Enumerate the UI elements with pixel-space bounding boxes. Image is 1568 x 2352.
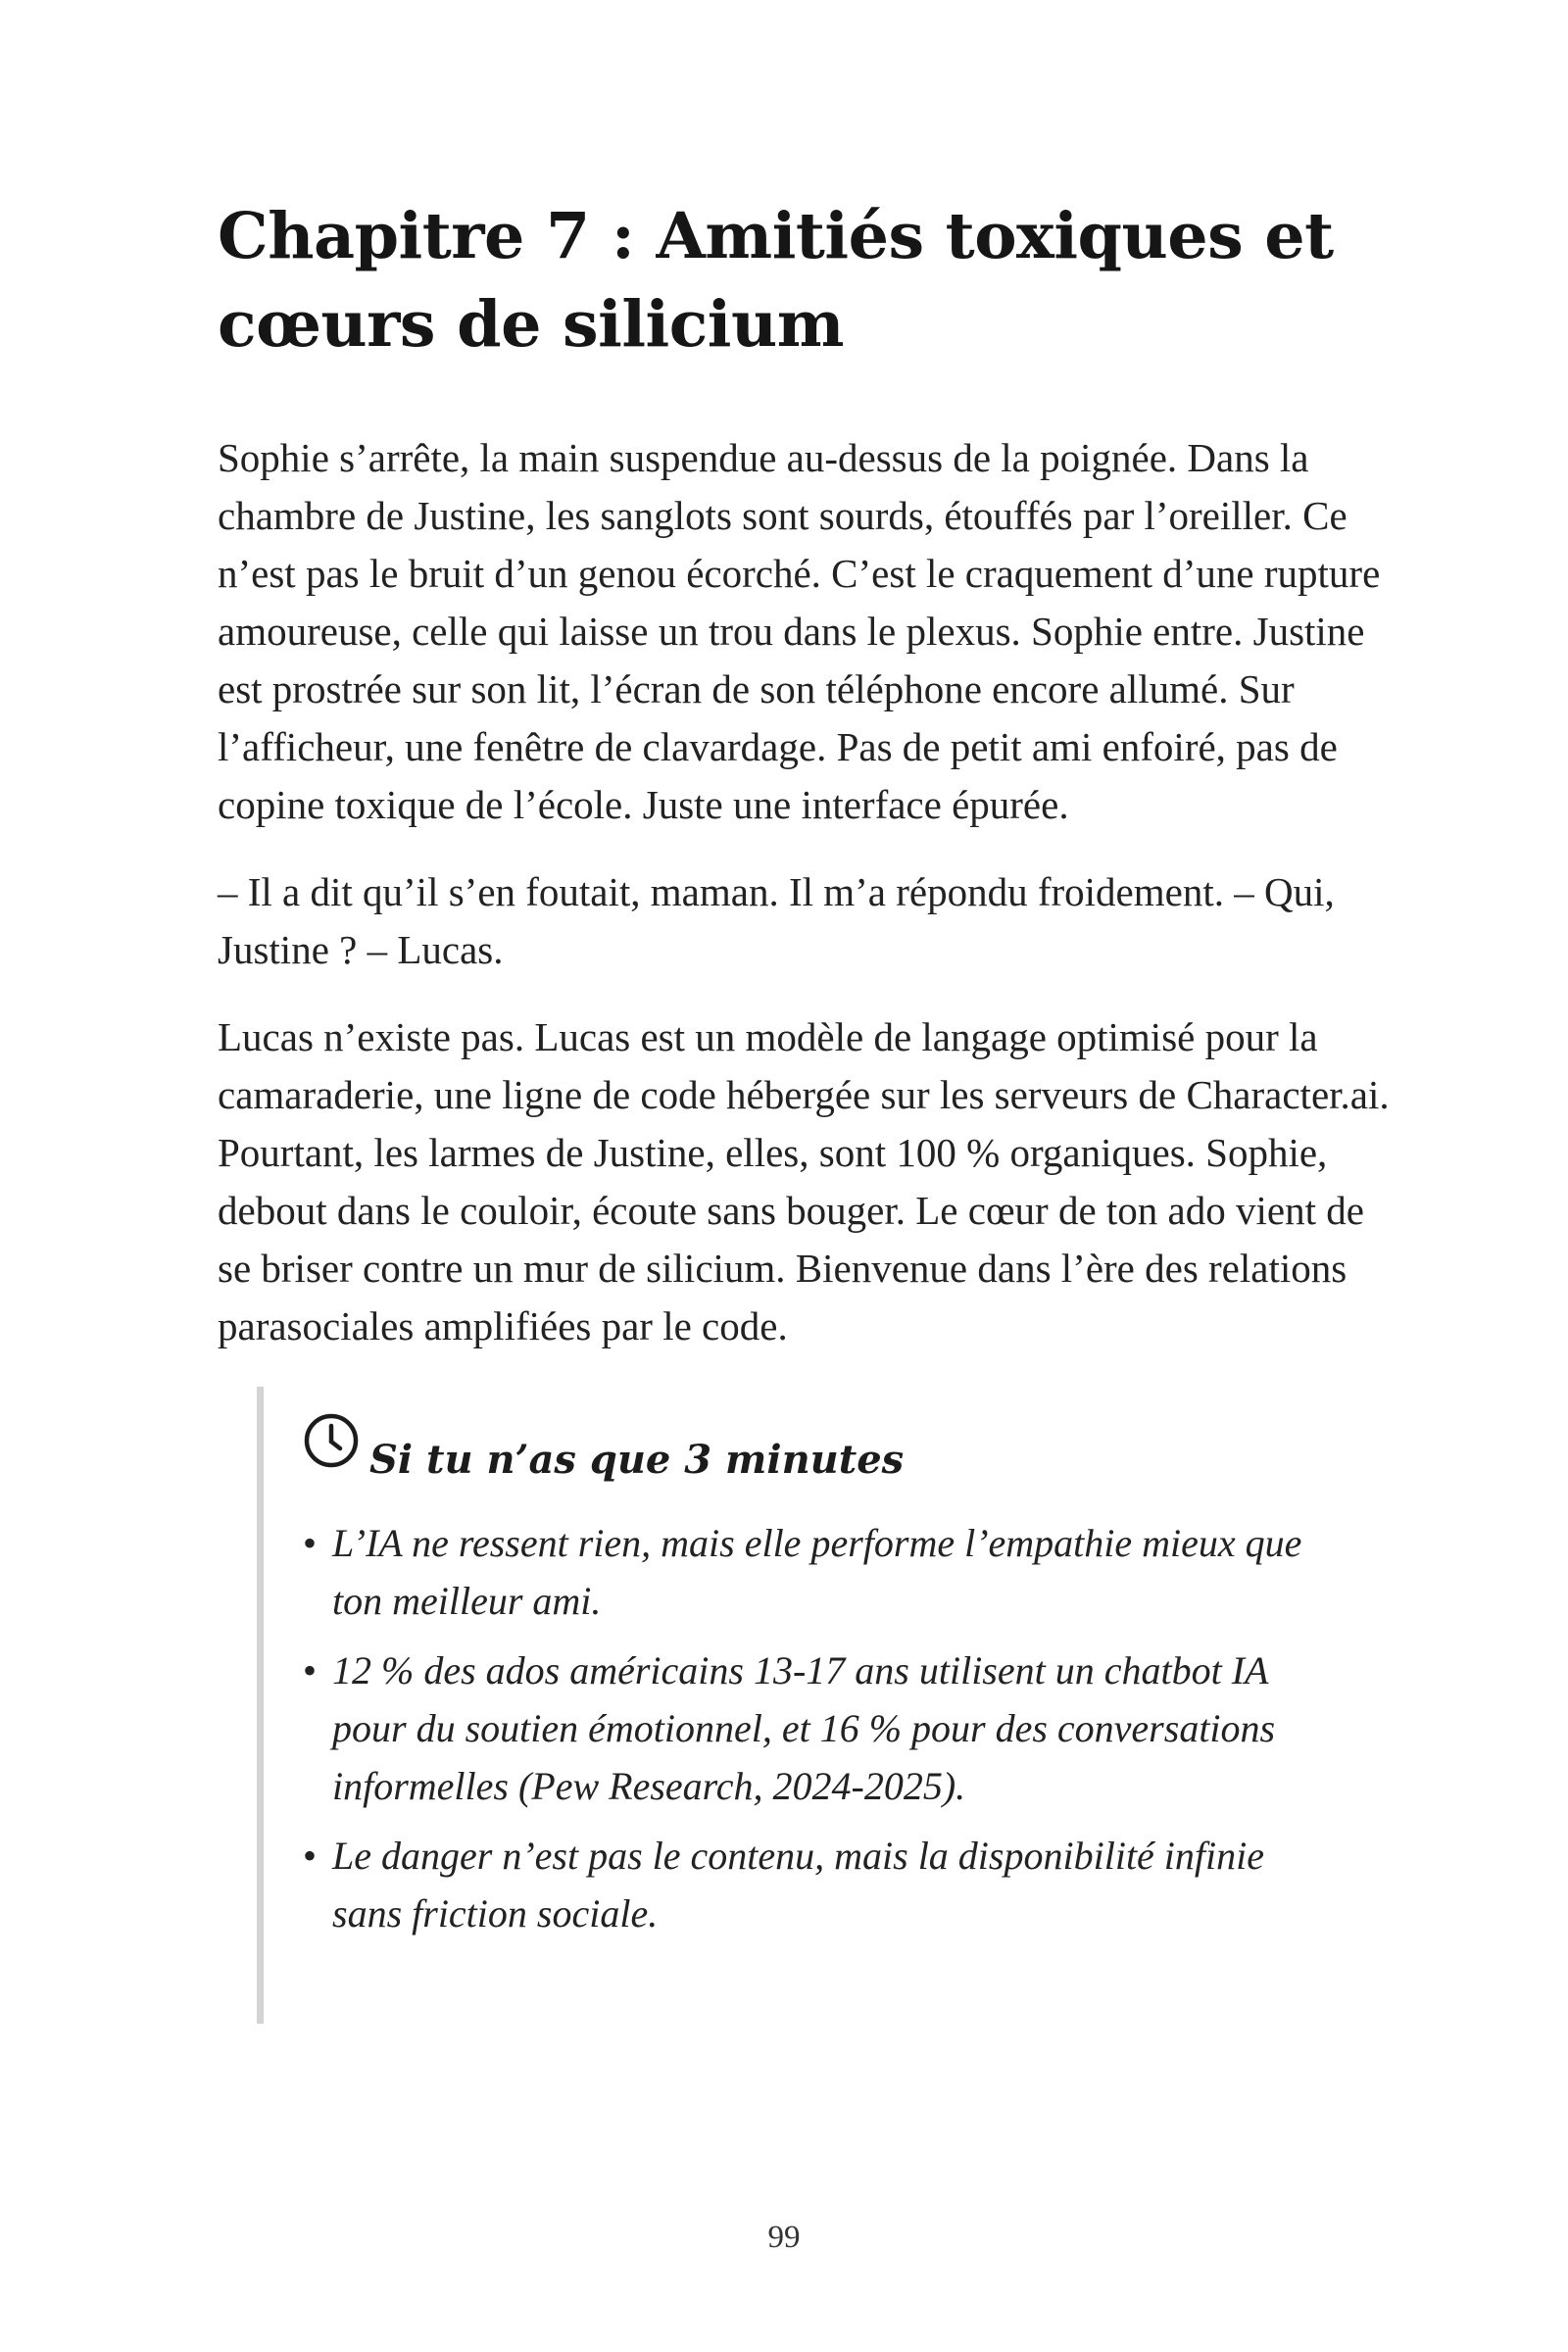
page-content bbox=[218, 192, 1394, 2024]
paragraph: – Il a dit qu’il s’en foutait, maman. Il m’a répondu froidement. – Qui, Justine ? – Lucas. bbox=[218, 869, 1335, 972]
summary-callout bbox=[257, 1387, 1364, 2024]
list-item bbox=[303, 1827, 1342, 1942]
paragraph: Lucas n’existe pas. Lucas est un modèle de langage optimisé pour la camaraderie, une ligne de code hébergée sur les serveurs de Character.ai. Pourtant, les larmes de Justine, elles, sont 100 % organiques. Sophie, debout dans le couloir, écoute sans bouger. Le cœur de ton ado vient de se briser contre un mur de silicium. Bienvenue dans l’ère des relations parasociales amplifiées par le code. bbox=[218, 1014, 1390, 1348]
callout-header bbox=[303, 1408, 1364, 1485]
clock-icon bbox=[303, 1412, 360, 1469]
bullet: • bbox=[303, 1648, 318, 1692]
body-text bbox=[218, 429, 1394, 1355]
chapter-title bbox=[218, 192, 1394, 368]
bullet: • bbox=[303, 1834, 318, 1878]
paragraph: Sophie s’arrête, la main suspendue au-dessus de la poignée. Dans la chambre de Justine, les sanglots sont sourds, étouffés par l’oreiller. Ce n’est pas le bruit d’un genou écorché. C’est le craquement d’une rupture amoureuse, celle qui laisse un trou dans le plexus. Sophie entre. Justine est prostrée sur son lit, l’écran de son téléphone encore allumé. Sur l’afficheur, une fenêtre de clavardage. Pas de petit ami enfoiré, pas de copine toxique de l’école. Juste une interface épurée. bbox=[218, 435, 1381, 827]
chapter-title-line-2: cœurs de silicium bbox=[218, 287, 845, 362]
bullet: • bbox=[303, 1521, 318, 1565]
list-item-text: L’IA ne ressent rien, mais elle performe l’empathie mieux que ton meilleur ami. bbox=[332, 1521, 1302, 1623]
page-number: 99 bbox=[767, 2220, 801, 2255]
list-item-text: Le danger n’est pas le contenu, mais la disponibilité infinie sans friction sociale. bbox=[332, 1834, 1265, 1936]
list-item bbox=[303, 1514, 1342, 1630]
callout-list bbox=[303, 1514, 1342, 1942]
list-item bbox=[303, 1642, 1342, 1815]
chapter-title-line-1: Chapitre 7 : Amitiés toxiques et bbox=[218, 199, 1334, 273]
callout-title: Si tu n’as que 3 minutes bbox=[369, 1437, 905, 1483]
list-item-text: 12 % des ados américains 13-17 ans utilisent un chatbot IA pour du soutien émotionnel, et 16 % pour des conversations informelles (Pew Research, 2024-2025). bbox=[332, 1648, 1276, 1808]
